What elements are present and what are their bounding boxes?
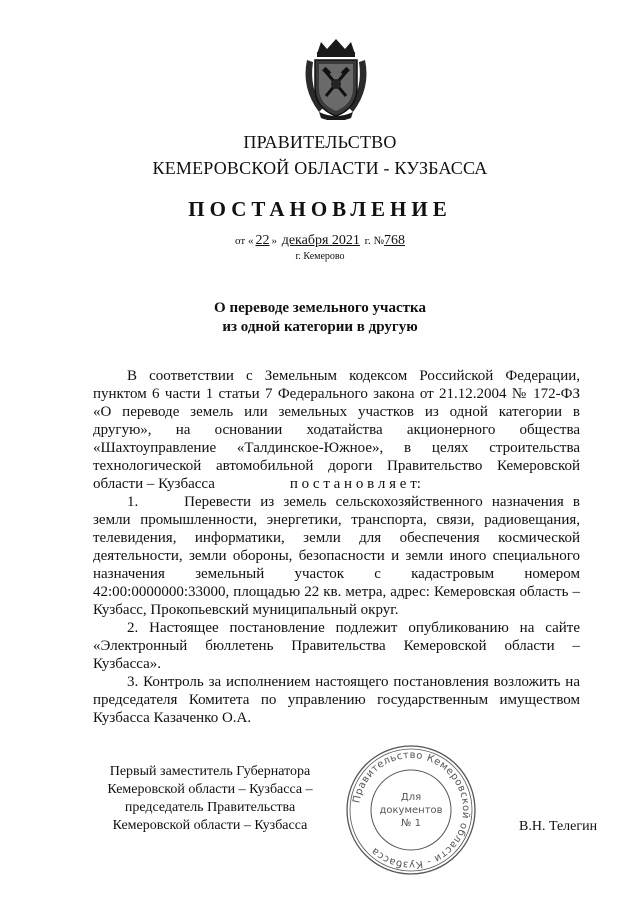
body-line: земли промышленности, энергетики, транспорта, связи, радиовещания, — [93, 512, 580, 528]
body-line: 2. Настоящее постановление подлежит опубликованию на сайте — [127, 620, 580, 636]
body-line: пунктом 6 части 1 статьи 7 Федерального закона от 21.12.2004 № 172-ФЗ — [93, 386, 580, 402]
body-line: деятельности, земли обороны, безопасности и земли иного специального — [93, 548, 580, 564]
coat-of-arms-icon — [299, 38, 373, 120]
signer-name: В.Н. Телегин — [519, 819, 598, 834]
body-line: технологической автомобильной дороги Правительство Кемеровской — [93, 458, 580, 474]
document-city: г. Кемерово — [295, 251, 345, 262]
body-line: 42:00:0000000:33000, площадью 22 кв. метра, адрес: Кемеровская область – — [93, 584, 580, 600]
signature-line2: Кемеровской области – Кузбасса – — [107, 782, 313, 797]
org-name-line1: ПРАВИТЕЛЬСТВО — [243, 132, 397, 152]
body-line: Кузбасс, Прокопьевский муниципальный округ. — [93, 602, 399, 618]
date-mid: » — [271, 235, 277, 247]
body-line-resolves: области – Кузбасса п о с т а н о в л я е т: — [93, 476, 421, 492]
stamp-center-line2: документов — [379, 805, 443, 816]
body-line: Кузбасса Казаченко О.А. — [93, 710, 252, 726]
body-line: «Электронный бюллетень Правительства Кемеровской области – — [93, 638, 580, 654]
body-line: «О переводе земель или земельных участков из одной категории в — [93, 404, 580, 420]
signature-position — [80, 763, 340, 835]
official-stamp-icon — [343, 742, 479, 878]
subject-line1: О переводе земельного участка — [214, 300, 426, 316]
stamp-ring-text: Правительство Кемеровской области - Кузбасса — [351, 749, 472, 871]
org-name-line2: КЕМЕРОВСКОЙ ОБЛАСТИ - КУЗБАССА — [152, 158, 488, 178]
body-line: другую», на основании ходатайства акционерного общества — [93, 422, 580, 438]
date-day: 22 — [255, 233, 270, 248]
date-year-suffix: г. — [364, 235, 371, 247]
document-date-number — [0, 233, 640, 249]
signature-line1: Первый заместитель Губернатора — [109, 764, 311, 779]
body-line: Кузбасса». — [93, 656, 161, 672]
stamp-center-line1: Для — [400, 792, 422, 803]
date-month-year: декабря 2021 — [281, 233, 360, 248]
body-line: председателя Комитета по управлению государственным имуществом — [93, 692, 580, 708]
signature-line4: Кемеровской области – Кузбасса — [112, 818, 308, 833]
date-prefix: от « — [235, 235, 254, 247]
stamp-center-line3: № 1 — [401, 818, 421, 829]
body-line: В соответствии с Земельным кодексом Российской Федерации, — [127, 368, 580, 384]
body-line: телевидения, информатики, земли для обеспечения космической — [93, 530, 580, 546]
body-line: 3. Контроль за исполнением настоящего постановления возложить на — [127, 674, 580, 690]
document-type-title: ПОСТАНОВЛЕНИЕ — [188, 197, 452, 221]
body-line: 1. Перевести из земель сельскохозяйственного назначения в — [127, 494, 580, 510]
signature-line3: председатель Правительства — [124, 800, 296, 815]
document-number: 768 — [383, 233, 405, 248]
number-label: № — [373, 235, 384, 247]
body-line: «Шахтоуправление «Талдинское-Южное», в целях строительства — [93, 440, 580, 456]
body-line: назначения земельный участок с кадастровым номером — [93, 566, 580, 582]
subject-line2: из одной категории в другую — [222, 319, 418, 335]
